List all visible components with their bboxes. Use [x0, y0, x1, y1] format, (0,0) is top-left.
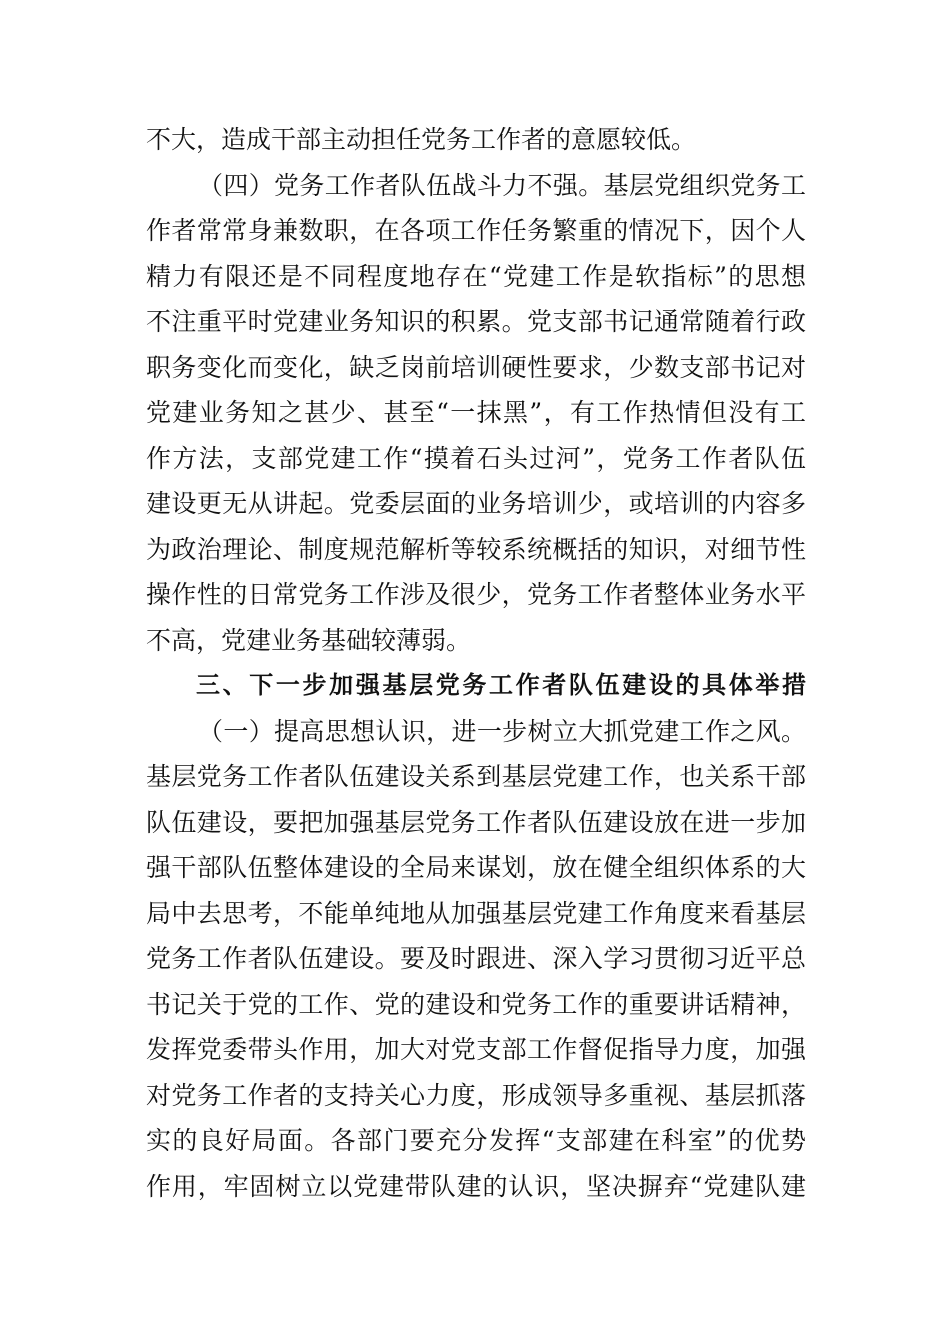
text-line: 实的良好局面。各部门要充分发挥“支部建在科室”的优势 [146, 1126, 806, 1155]
text-line: （四）党务工作者队伍战斗力不强。基层党组织党务工 [198, 170, 806, 200]
text-line: 基层党务工作者队伍建设关系到基层党建工作，也关系干部 [146, 762, 806, 791]
text-line: 书记关于党的工作、党的建设和党务工作的重要讲话精神， [146, 989, 806, 1019]
text-line: 作方法，支部党建工作“摸着石头过河”，党务工作者队伍 [146, 443, 806, 473]
text-line: 作用，牢固树立以党建带队建的认识，坚决摒弃“党建队建 [146, 1171, 806, 1201]
text-line: （一）提高思想认识，进一步树立大抓党建工作之风。 [198, 716, 806, 746]
text-line: 不高，党建业务基础较薄弱。 [146, 625, 472, 655]
text-line: 操作性的日常党务工作涉及很少，党务工作者整体业务水平 [146, 580, 806, 609]
text-line: 建设更无从讲起。党委层面的业务培训少，或培训的内容多 [146, 489, 806, 518]
text-line: 不注重平时党建业务知识的积累。党支部书记通常随着行政 [146, 307, 806, 336]
text-line: 不大，造成干部主动担任党务工作者的意愿较低。 [146, 125, 697, 154]
text-line: 队伍建设，要把加强基层党务工作者队伍建设放在进一步加 [146, 807, 806, 837]
text-line: 局中去思考，不能单纯地从加强基层党建工作角度来看基层 [146, 898, 806, 928]
document-body [146, 117, 806, 1209]
text-line: 党务工作者队伍建设。要及时跟进、深入学习贯彻习近平总 [146, 944, 806, 973]
text-line: 职务变化而变化，缺乏岗前培训硬性要求，少数支部书记对 [146, 352, 806, 382]
text-line: 精力有限还是不同程度地存在“党建工作是软指标”的思想 [146, 261, 806, 291]
text-line: 作者常常身兼数职，在各项工作任务繁重的情况下，因个人 [146, 216, 806, 245]
section-heading: 三、下一步加强基层党务工作者队伍建设的具体举措 [196, 671, 806, 699]
text-line: 为政治理论、制度规范解析等较系统概括的知识，对细节性 [146, 534, 806, 564]
text-line: 对党务工作者的支持关心力度，形成领导多重视、基层抓落 [146, 1080, 806, 1110]
text-line: 强干部队伍整体建设的全局来谋划，放在健全组织体系的大 [146, 853, 806, 882]
text-line: 发挥党委带头作用，加大对党支部工作督促指导力度，加强 [146, 1035, 806, 1064]
text-line: 党建业务知之甚少、甚至“一抹黑”，有工作热情但没有工 [146, 398, 806, 427]
